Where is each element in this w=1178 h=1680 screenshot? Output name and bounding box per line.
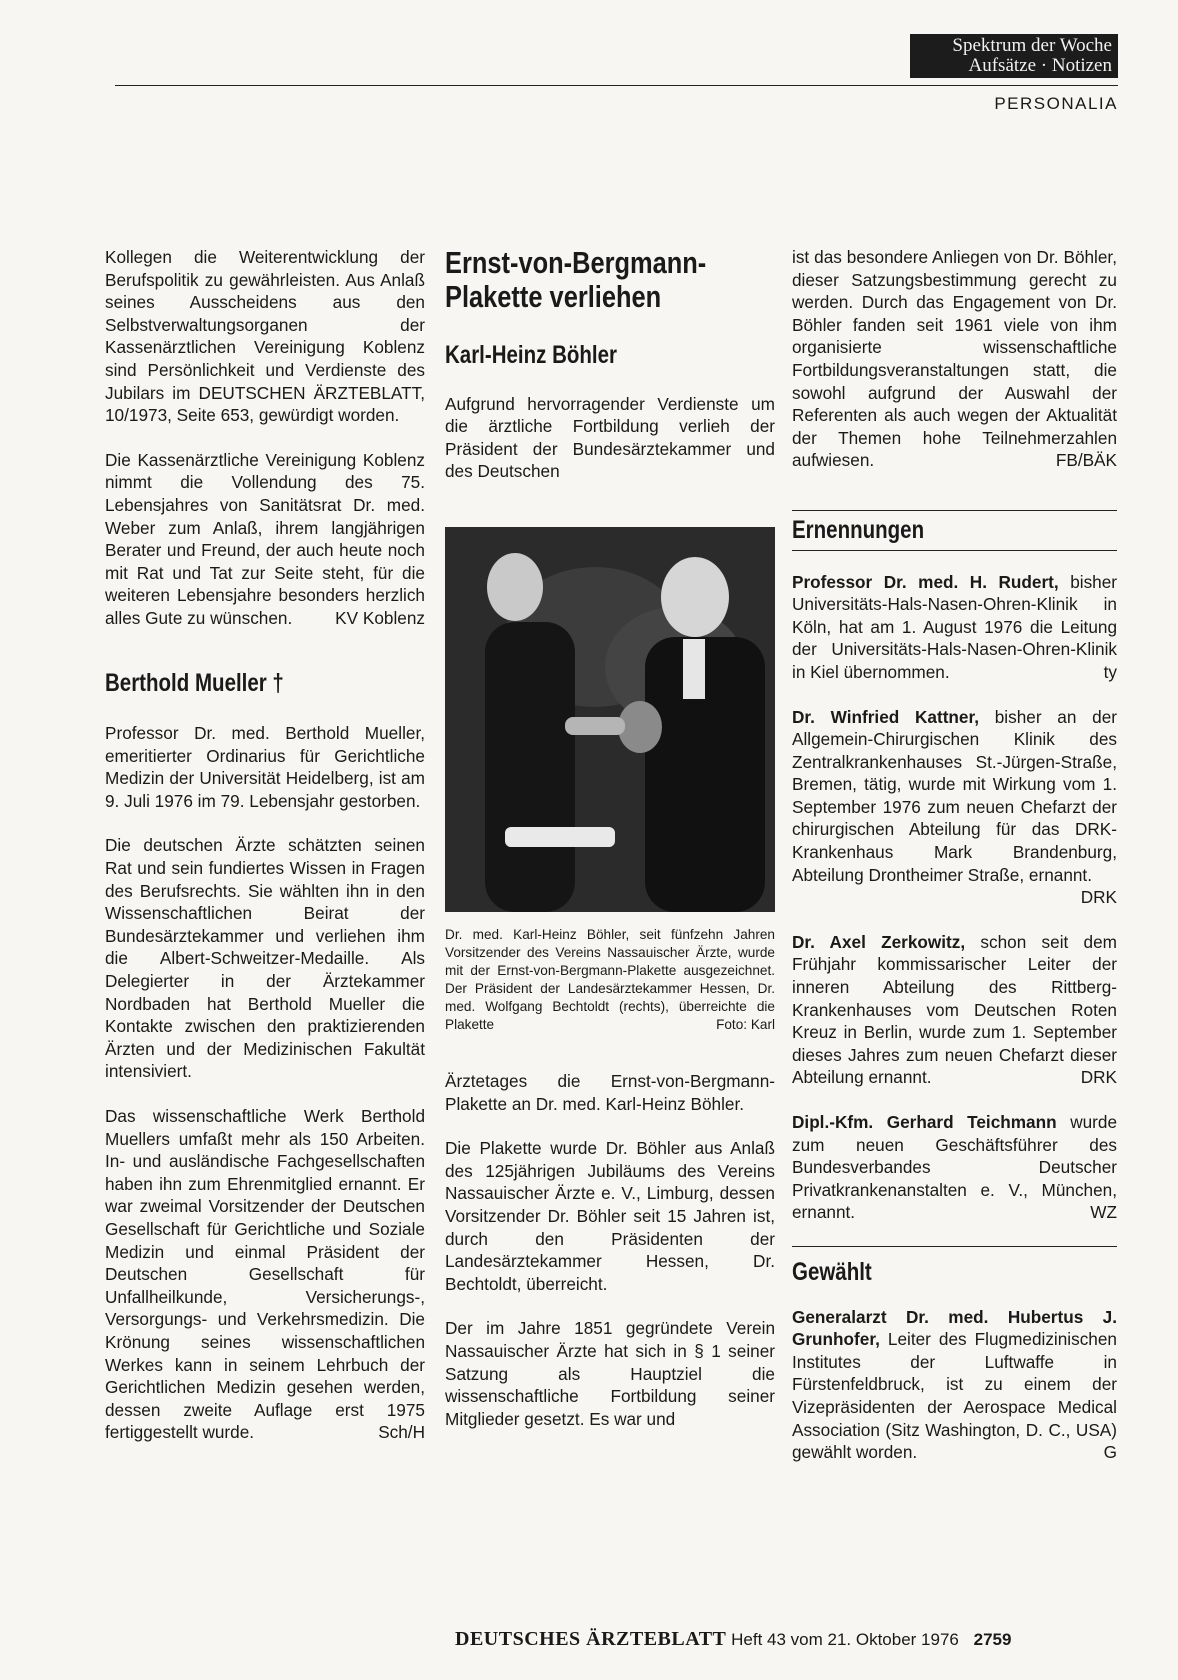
- column-left: [105, 246, 425, 1466]
- section-badge: [910, 34, 1118, 78]
- issue-info: Heft 43 vom 21. Oktober 1976: [731, 1630, 959, 1649]
- paragraph: Die deutschen Ärzte schätzten seinen Rat und sein fundiertes Wissen in Fragen des Berufsrechts. Sie wählten ihn in den Wissenschaftlichen Beirat der Bundesärztekammer und verliehen ihm die Albert-Schweitzer-Medaille. Als Delegierter in der Ärztekammer Nordbaden hat Berthold Mueller die Kontakte zwischen den praktizierenden Ärzten und der Medizinischen Fakultät intensiviert.: [105, 835, 425, 1082]
- paragraph: Das wissenschaftliche Werk Berthold Muellers umfaßt mehr als 150 Arbeiten. In- und ausländische Fachgesellschaften haben ihn zum Ehrenmitglied ernannt. Er war zweimal Vorsitzender der Deutschen Gesellschaft für Gerichtliche und Soziale Medizin und einmal Präsident der Deutschen Gesellschaft für Unfallheilkunde, Versicherungs-, Versorgungs- und Verkehrsmedizin. Die Krönung seines wissenschaftlichen Werkes kann in seinem Lehrbuch der Gerichtlichen Medizin gesehen werden, dessen zweite Auflage erst 1975 fertiggestellt wurde. Sch/H: [105, 1106, 425, 1443]
- paragraph: Die Plakette wurde Dr. Böhler aus Anlaß des 125jährigen Jubiläums des Vereins Nassauischer Ärzte e. V., Limburg, dessen Vorsitzender Dr. Böhler seit 15 Jahren ist, durch den Präsidenten der Landesärztekammer Hessen, Dr. Bechtoldt, überreicht.: [445, 1138, 775, 1294]
- section-heading-ernennungen: Ernennungen: [792, 515, 925, 544]
- appointment-entry: Dr. Axel Zerkowitz, schon seit dem Frühjahr kommissarischer Leiter der inneren Abteilung des Rittberg-Krankenhauses vom Deutschen Roten Kreuz in Berlin, wurde zum 1. September dieses Jahres zum neuen Chefarzt dieser Abteilung ernannt. DRK: [792, 931, 1117, 1088]
- section-heading-gewaehlt: Gewählt: [792, 1257, 872, 1286]
- election-entry: Generalarzt Dr. med. Hubertus J. Grunhofer, Leiter des Flugmedizinischen Institutes der Luftwaffe in Fürstenfeldbruck, ist zu einem der Vizepräsidenten der Aerospace Medical Association (Sitz Washington, D. C., USA) gewählt worden. G: [792, 1306, 1117, 1463]
- signature: DRK: [1080, 1067, 1117, 1088]
- paragraph: Professor Dr. med. Berthold Mueller, emeritierter Ordinarius für Gerichtliche Medizin der Universität Heidelberg, ist am 9. Juli 1976 im 79. Lebensjahr gestorben.: [105, 723, 425, 811]
- journal-name: DEUTSCHES ÄRZTEBLATT: [455, 1628, 727, 1650]
- page-number: 2759: [973, 1630, 1012, 1649]
- signature: DRK: [1080, 887, 1117, 908]
- section-rule: [792, 1246, 1117, 1247]
- section-rule: [792, 550, 1117, 551]
- article-heading: Ernst-von-Bergmann-Plakette verliehen: [445, 245, 707, 314]
- signature: FB/BÄK: [1055, 450, 1117, 471]
- appointment-entry: Dipl.-Kfm. Gerhard Teichmann wurde zum neuen Geschäftsführer des Bundesverbandes Deutscher Privatkrankenanstalten e. V., München, ernannt. WZ: [792, 1112, 1117, 1223]
- paragraph: ist das besondere Anliegen von Dr. Böhler, dieser Satzungsbestimmung gerecht zu werden. Durch das Engagement von Dr. Böhler fanden seit 1961 viele von ihm organisierte wissenschaftliche Fortbildungsveranstaltungen statt, die sowohl aufgrund der Auswahl der Referenten als auch wegen der Aktualität der Themen hohe Teilnehmerzahlen aufwiesen. FB/BÄK: [792, 247, 1117, 471]
- paragraph: Ärztetages die Ernst-von-Bergmann-Plakette an Dr. med. Karl-Heinz Böhler.: [445, 1070, 775, 1114]
- article-subheading: Karl-Heinz Böhler: [445, 341, 618, 369]
- photo-credit: Foto: Karl: [716, 1016, 775, 1032]
- section-rule: [792, 510, 1117, 511]
- signature: WZ: [1090, 1202, 1117, 1223]
- paragraph: Der im Jahre 1851 gegründete Verein Nassauischer Ärzte hat sich in § 1 seiner Satzung als Hauptziel die wissenschaftliche Fortbildung seiner Mitglieder gesetzt. Es war und: [445, 1318, 775, 1429]
- appointment-entry: Professor Dr. med. H. Rudert, bisher Universitäts-Hals-Nasen-Ohren-Klinik in Köln, hat am 1. August 1976 die Leitung der Universitäts-Hals-Nasen-Ohren-Klinik in Kiel übernommen. ty: [792, 571, 1117, 682]
- section-label: PERSONALIA: [994, 94, 1118, 113]
- badge-line-2: Aufsätze · Notizen: [968, 55, 1112, 76]
- column-middle: [445, 246, 775, 1452]
- appointment-entry: Dr. Winfried Kattner, bisher an der Allgemein-Chirurgischen Klinik des Zentralkrankenhauses St.-Jürgen-Straße, Bremen, tätig, wurde mit Wirkung vom 1. September 1976 zum neuen Chefarzt der chirurgischen Abteilung für das DRK-Krankenhaus Mark Brandenburg, Abteilung Drontheimer Straße, ernannt. DRK: [792, 706, 1118, 908]
- paragraph: Die Kassenärztliche Vereinigung Koblenz nimmt die Vollendung des 75. Lebensjahres von Sanitätsrat Dr. med. Weber zum Anlaß, ihrem langjährigen Berater und Freund, der auch heute noch mit Rat und Tat zur Seite steht, für die weiteren Lebensjahre besonders herzlich alles Gute zu wünschen. KV Koblenz: [105, 449, 425, 628]
- paragraph: Kollegen die Weiterentwicklung der Berufspolitik zu gewährleisten. Aus Anlaß seines Ausscheidens aus den Selbstverwaltungsorganen der Kassenärztlichen Vereinigung Koblenz sind Persönlichkeit und Verdienste des Jubilars im DEUTSCHEN ÄRZTEBLATT, 10/1973, Seite 653, gewürdigt worden.: [105, 247, 425, 426]
- photo-caption: Dr. med. Karl-Heinz Böhler, seit fünfzehn Jahren Vorsitzender des Vereins Nassauischer Ärzte, wurde mit der Ernst-von-Bergmann-Plakette ausgezeichnet. Der Präsident der Landesärztekammer Hessen, Dr. med. Wolfgang Bechtoldt (rechts), überreichte die Plakette Foto: Karl: [445, 926, 775, 1032]
- page-footer: [455, 1628, 1118, 1651]
- signature: G: [1103, 1442, 1117, 1463]
- paragraph: Aufgrund hervorragender Verdienste um die ärztliche Fortbildung verlieh der Präsident der Bundesärztekammer und des Deutschen: [445, 393, 775, 482]
- signature: ty: [1103, 661, 1117, 682]
- header-rule: [115, 85, 1118, 86]
- signature: Sch/H: [378, 1422, 425, 1443]
- signature: KV Koblenz: [335, 607, 425, 628]
- obituary-heading: Berthold Mueller †: [105, 668, 284, 697]
- award-photo: [445, 527, 775, 912]
- column-right: [792, 246, 1117, 1486]
- badge-line-1: Spektrum der Woche: [952, 35, 1112, 56]
